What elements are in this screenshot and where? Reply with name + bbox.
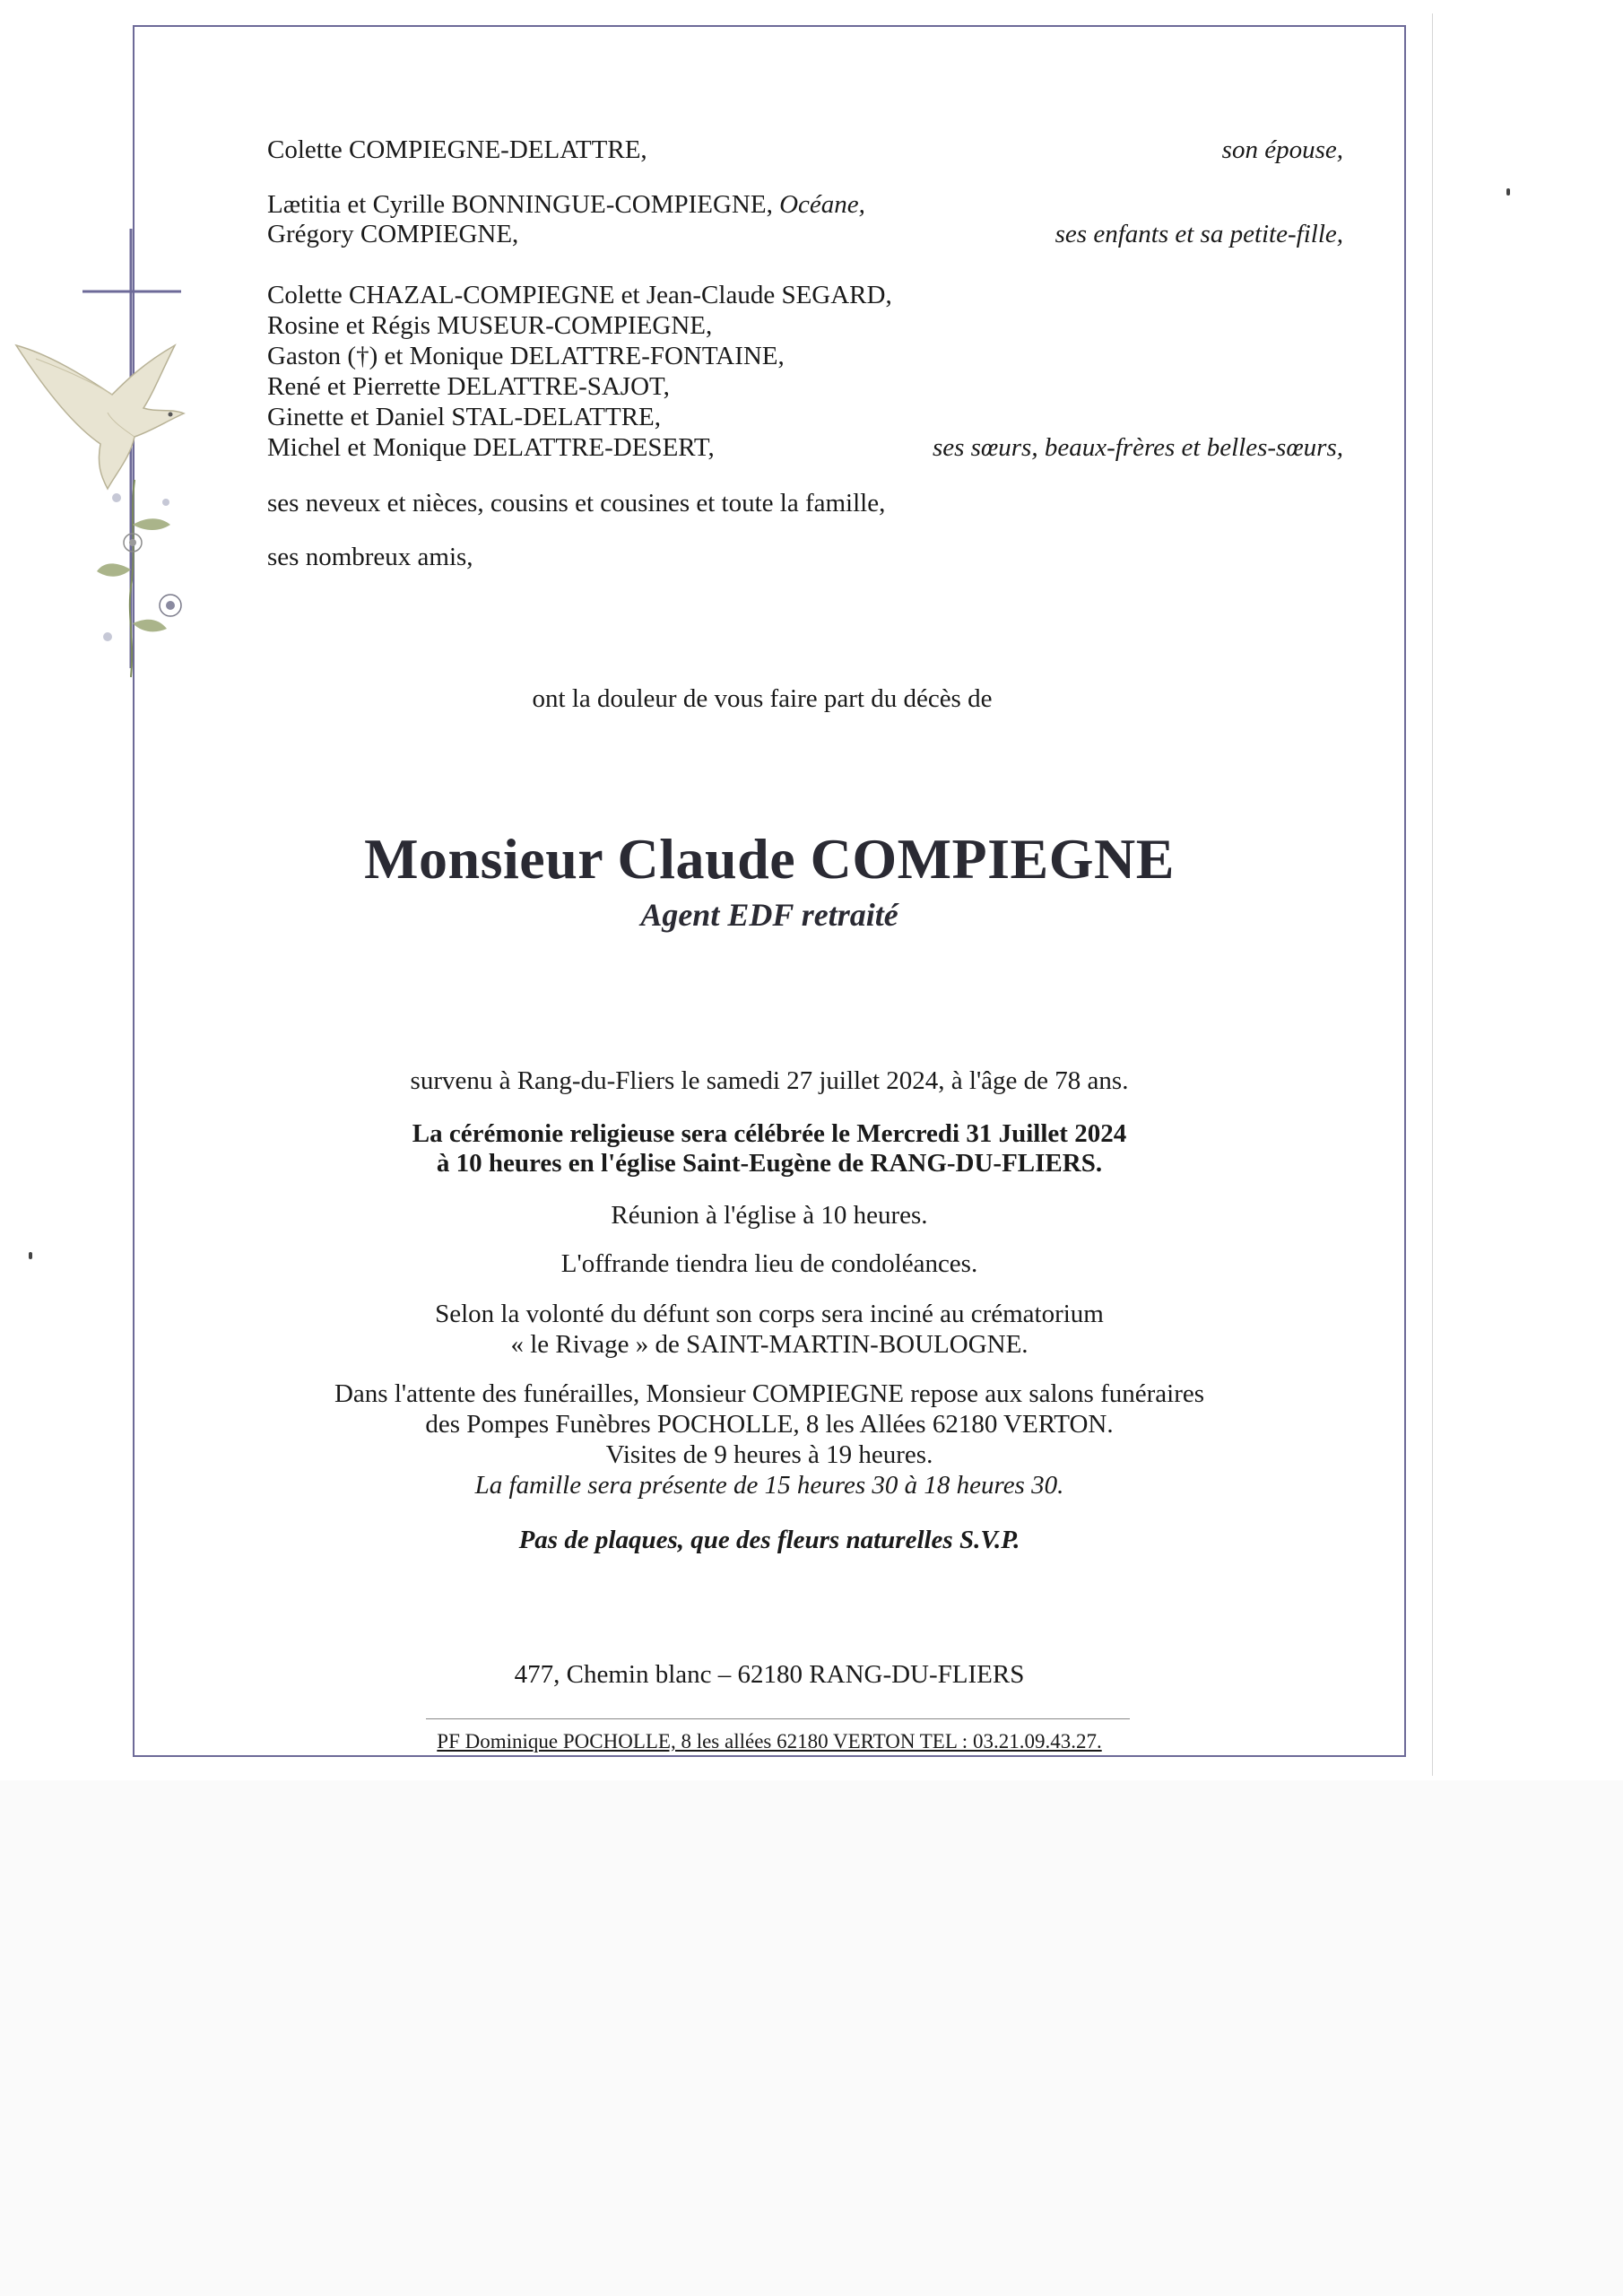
spouse-name: Colette COMPIEGNE-DELATTRE, bbox=[267, 135, 647, 164]
deceased-name: Monsieur Claude COMPIEGNE bbox=[364, 827, 1175, 891]
page-edge bbox=[1432, 13, 1433, 1776]
funeral-home-footer bbox=[133, 1729, 1406, 1754]
sibling-line bbox=[267, 310, 1343, 342]
rest-line-2: des Pompes Funèbres POCHOLLE, 8 les Allées 62180 VERTON. bbox=[425, 1410, 1114, 1439]
granddaughter-name: Océane, bbox=[779, 190, 865, 219]
meeting-text: Réunion à l'église à 10 heures. bbox=[611, 1201, 928, 1230]
sibling-line bbox=[267, 371, 1343, 403]
spouse-row bbox=[267, 135, 1343, 166]
family-address: 477, Chemin blanc – 62180 RANG-DU-FLIERS bbox=[514, 1660, 1025, 1689]
sibling-name: René et Pierrette DELATTRE-SAJOT, bbox=[267, 372, 670, 401]
flowers-notice: Pas de plaques, que des fleurs naturelles S.V.P. bbox=[518, 1526, 1020, 1554]
spouse-relation: son épouse, bbox=[1221, 135, 1343, 164]
sibling-line bbox=[267, 432, 1343, 464]
cremation-line-2: « le Rivage » de SAINT-MARTIN-BOULOGNE. bbox=[510, 1330, 1028, 1359]
ceremony-line-2: à 10 heures en l'église Saint-Eugène de RANG-DU-FLIERS. bbox=[436, 1149, 1103, 1178]
rest-line-1: Dans l'attente des funérailles, Monsieur COMPIEGNE repose aux salons funéraires bbox=[334, 1379, 1205, 1408]
dove-icon bbox=[16, 345, 184, 489]
sibling-name: Ginette et Daniel STAL-DELATTRE, bbox=[267, 403, 662, 431]
sibling-line bbox=[267, 341, 1343, 372]
children-row-2 bbox=[267, 219, 1343, 250]
cross-icon bbox=[82, 229, 181, 668]
offering-text: L'offrande tiendra lieu de condoléances. bbox=[560, 1249, 978, 1278]
visits-text: Visites de 9 heures à 19 heures. bbox=[605, 1440, 933, 1469]
children-names-2: Grégory COMPIEGNE, bbox=[267, 220, 519, 248]
cremation-line-1: Selon la volonté du défunt son corps sera inciné au crématorium bbox=[435, 1300, 1104, 1328]
announcement-text: ont la douleur de vous faire part du décès de bbox=[532, 684, 993, 713]
children-names-1: Lætitia et Cyrille BONNINGUE-COMPIEGNE, bbox=[267, 190, 780, 219]
friends bbox=[267, 542, 1343, 573]
friends-text: ses nombreux amis, bbox=[267, 543, 473, 571]
ceremony-line-1: La cérémonie religieuse sera célébrée le Mercredi 31 Juillet 2024 bbox=[412, 1119, 1127, 1148]
extended-family bbox=[267, 488, 1343, 519]
siblings-relation: ses sœurs, beaux-frères et belles-sœurs, bbox=[932, 433, 1343, 462]
family-presence-text: La famille sera présente de 15 heures 30 à 18 heures 30. bbox=[474, 1471, 1064, 1500]
extended-family-text: ses neveux et nièces, cousins et cousines et toute la famille, bbox=[267, 489, 886, 517]
children-row-1 bbox=[267, 189, 1343, 221]
sibling-name: Rosine et Régis MUSEUR-COMPIEGNE, bbox=[267, 311, 713, 340]
sibling-name: Michel et Monique DELATTRE-DESERT, bbox=[267, 433, 715, 462]
scan-background bbox=[0, 1780, 1623, 2296]
funeral-home-info: PF Dominique POCHOLLE, 8 les allées 62180 VERTON TEL : 03.21.09.43.27. bbox=[437, 1730, 1102, 1752]
dove-cross-decoration bbox=[0, 229, 224, 695]
sibling-name: Colette CHAZAL-COMPIEGNE et Jean-Claude SEGARD, bbox=[267, 281, 892, 309]
scan-mark bbox=[29, 1252, 32, 1259]
flower-stem-icon bbox=[97, 480, 181, 677]
sibling-line bbox=[267, 402, 1343, 433]
deceased-occupation: Agent EDF retraité bbox=[640, 897, 898, 933]
scan-mark bbox=[1506, 188, 1510, 196]
sibling-line bbox=[267, 280, 1343, 311]
sibling-name: Gaston (†) et Monique DELATTRE-FONTAINE, bbox=[267, 342, 785, 370]
death-details: survenu à Rang-du-Fliers le samedi 27 juillet 2024, à l'âge de 78 ans. bbox=[410, 1066, 1129, 1095]
footer-divider bbox=[426, 1718, 1130, 1719]
children-relation: ses enfants et sa petite-fille, bbox=[1055, 220, 1343, 248]
